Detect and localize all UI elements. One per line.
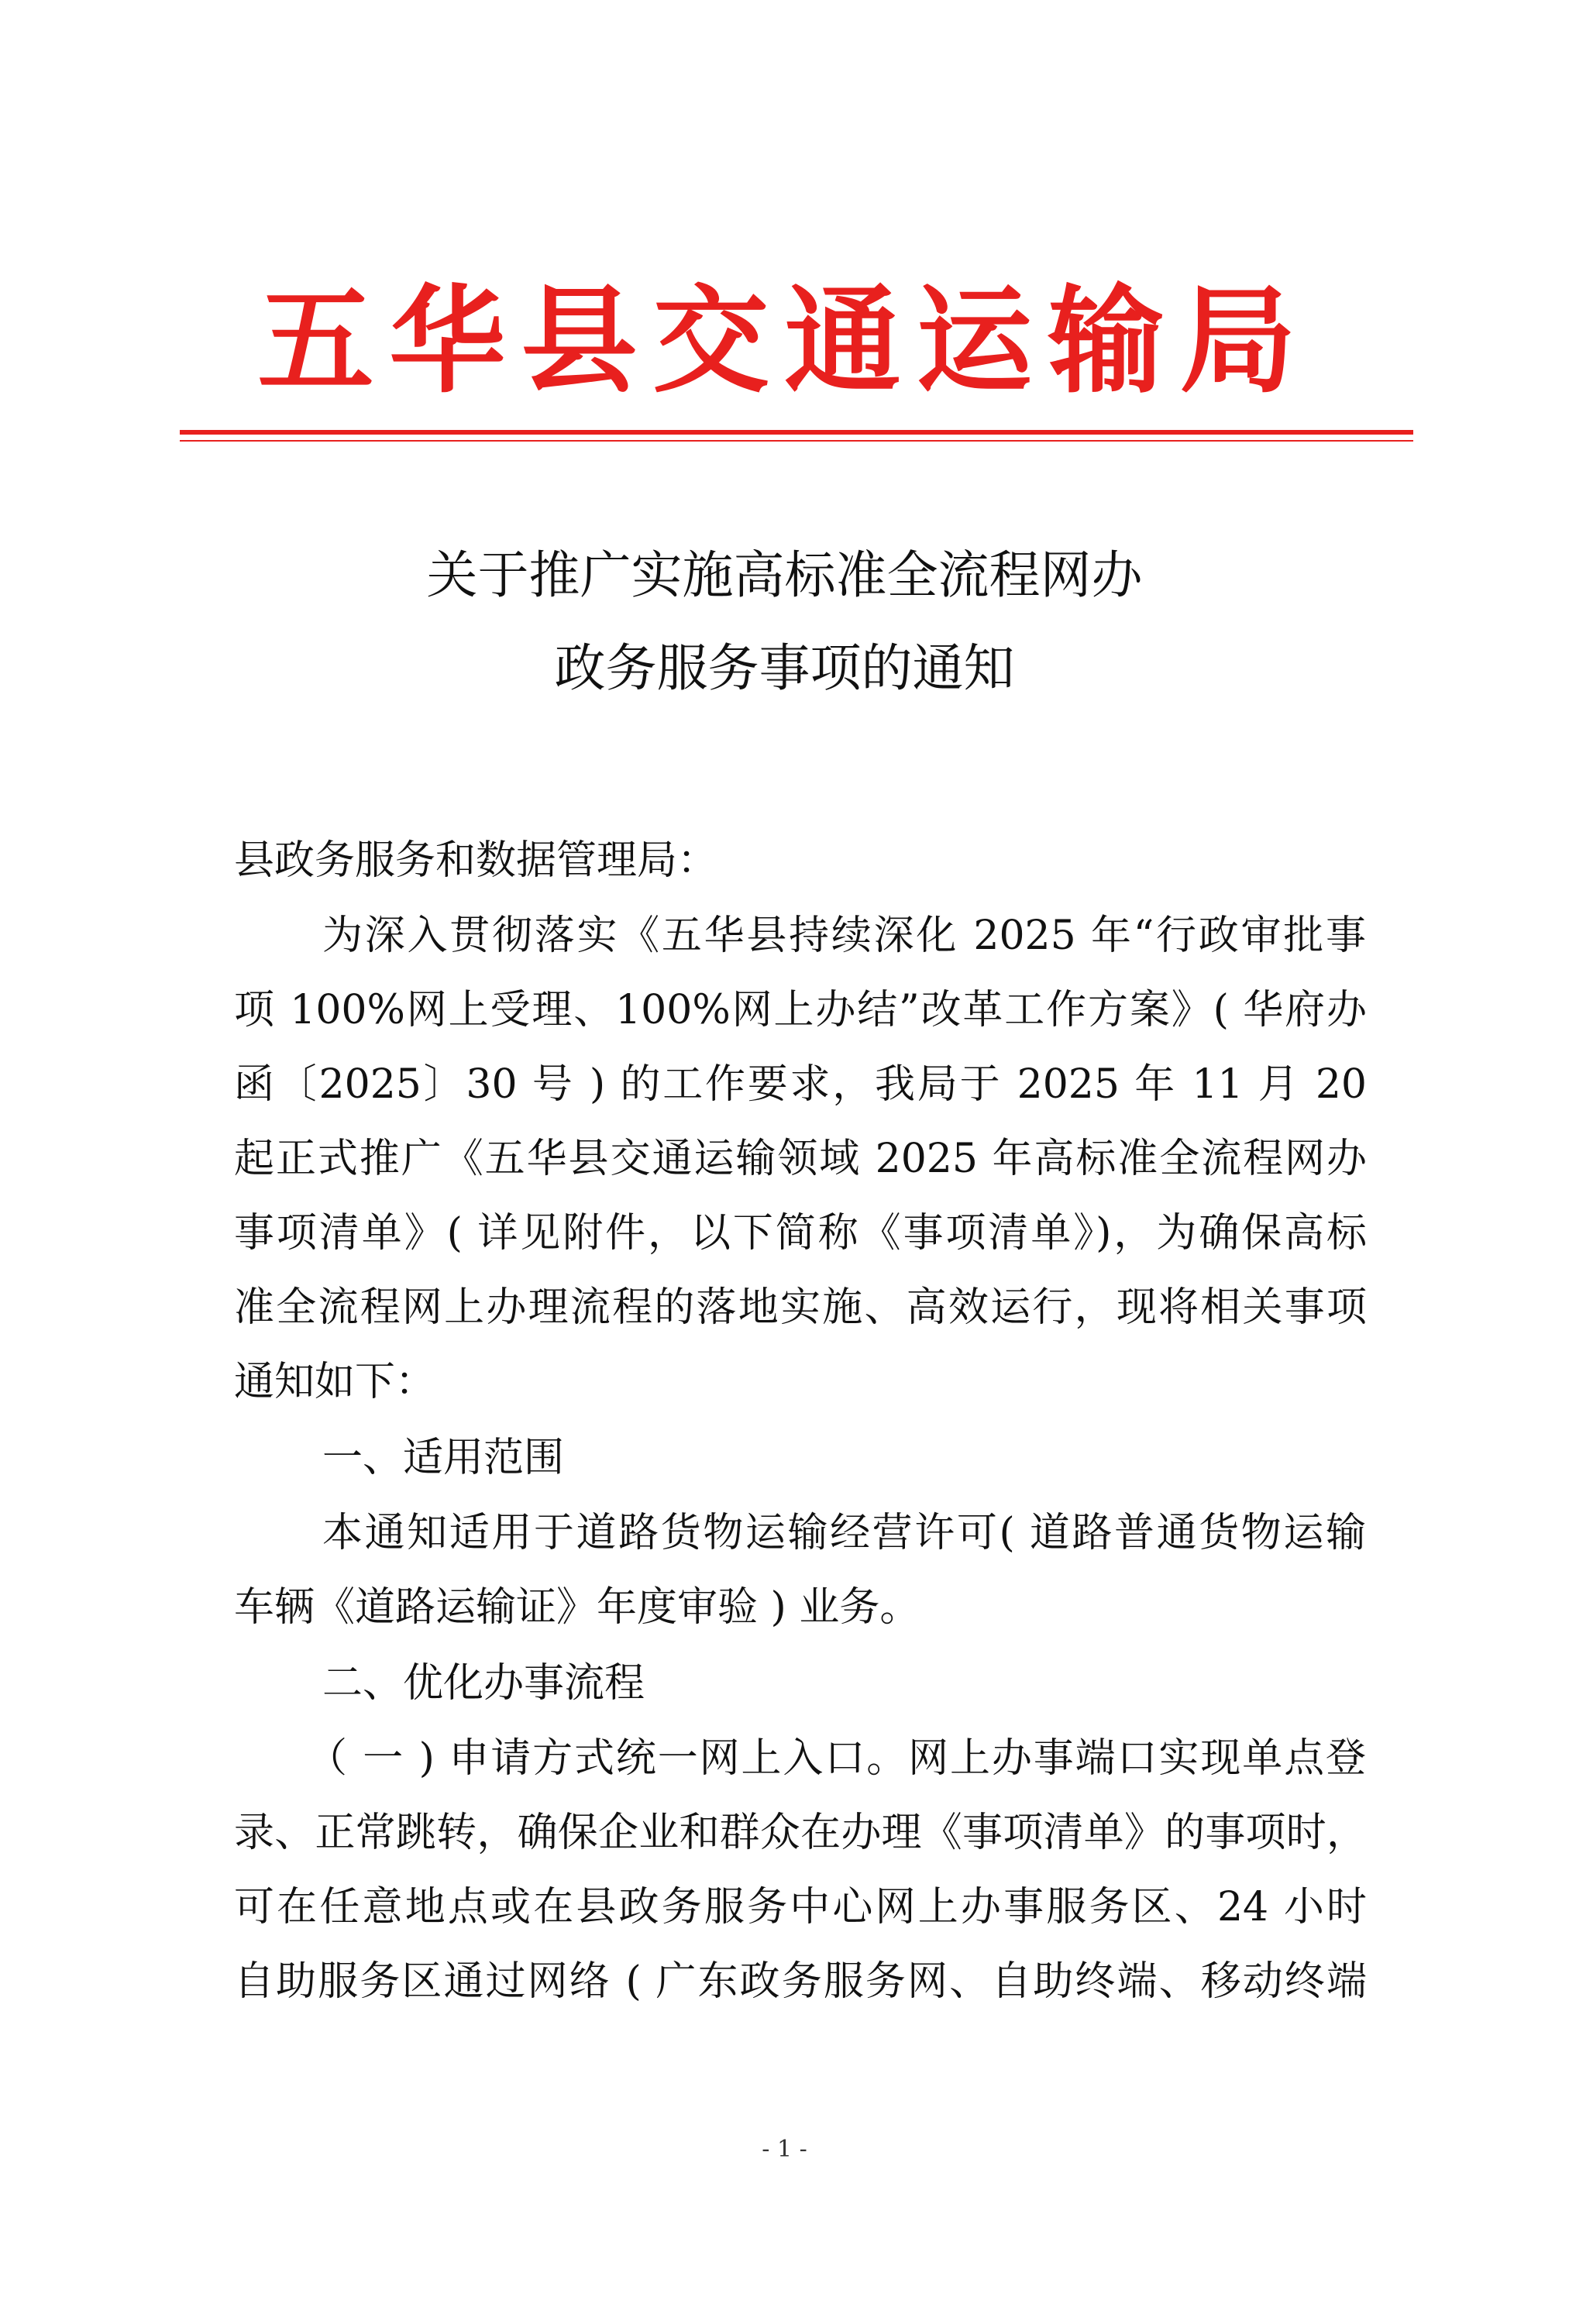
- paragraph-line: 准全流程网上办理流程的落地实施、高效运行，现将相关事项: [234, 1284, 1367, 1331]
- section-heading: 一、适用范围: [322, 1435, 565, 1481]
- paragraph-line: 车辆《道路运输证》年度审验 ) 业务。: [234, 1584, 920, 1631]
- paragraph-line: 可在任意地点或在县政务服务中心网上办事服务区、24 小时: [234, 1884, 1367, 1930]
- paragraph-line: 录、正常跳转，确保企业和群众在办理《事项清单》的事项时，: [234, 1810, 1367, 1856]
- paragraph-line: 项 100%网上受理、100%网上办结”改革工作方案》( 华府办: [234, 987, 1367, 1033]
- paragraph-line: 为深入贯彻落实《五华县持续深化 2025 年“行政审批事: [322, 913, 1366, 959]
- paragraph-line: （ 一 ) 申请方式统一网上入口。网上办事端口实现单点登: [307, 1735, 1366, 1782]
- paragraph-line: 事项清单》( 详见附件，以下简称《事项清单》)，为确保高标: [234, 1210, 1367, 1257]
- paragraph-line: 函〔2025〕30 号 ) 的工作要求，我局于 2025 年 11 月 20: [234, 1061, 1367, 1108]
- agency-masthead: 五华县交通运输局: [257, 273, 1312, 409]
- salutation: 县政务服务和数据管理局：: [234, 837, 718, 884]
- document-title-line-2: 政务服务事项的通知: [554, 638, 1015, 698]
- section-heading: 二、优化办事流程: [322, 1660, 645, 1707]
- paragraph-line: 本通知适用于道路货物运输经营许可( 道路普通货物运输: [322, 1510, 1366, 1556]
- paragraph-line: 通知如下：: [234, 1359, 436, 1405]
- masthead-red-rule-thin: [180, 440, 1413, 442]
- page-number: - 1 -: [762, 2136, 807, 2163]
- paragraph-line: 起正式推广《五华县交通运输领域 2025 年高标准全流程网办: [234, 1136, 1367, 1182]
- paragraph-line: 自助服务区通过网络 ( 广东政务服务网、自助终端、移动终端: [234, 1958, 1367, 2005]
- document-title-line-1: 关于推广实施高标准全流程网办: [426, 545, 1143, 605]
- masthead-red-rule-thick: [180, 430, 1413, 435]
